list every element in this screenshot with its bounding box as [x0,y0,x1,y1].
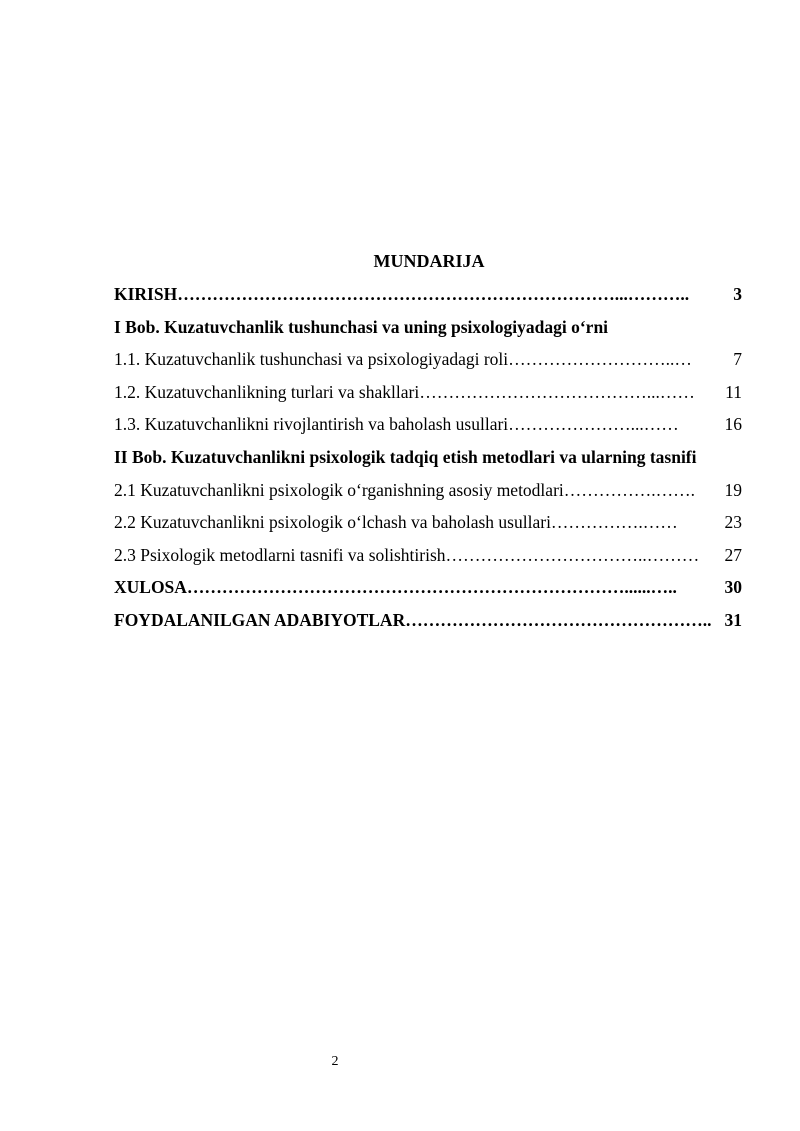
toc-entry-text: I Bob. Kuzatuvchanlik tushunchasi va uning psixologiyadagi o‘rni [114,316,609,337]
toc-entry [114,315,742,348]
toc-entry [114,608,742,641]
toc-entry-page: 31 [724,609,742,630]
toc-title: MUNDARIJA [373,251,485,271]
toc-entry-page: 30 [724,577,742,598]
toc-entry-page: 19 [724,479,742,500]
toc-entry [114,412,742,445]
table-of-contents [114,282,742,641]
toc-entry-page: 11 [725,381,742,402]
toc-entry-text: II Bob. Kuzatuvchanlikni psixologik tadqiq etish metodlari va ularning tasnifi [114,446,697,467]
toc-entry-text: 1.3. Kuzatuvchanlikni rivojlantirish va baholash usullari…………………...…… [114,414,679,435]
toc-entry-page: 3 [733,284,742,304]
toc-entry-text: FOYDALANILGAN ADABIYOTLAR…………………………………………….. [114,609,712,630]
toc-entry-text: 1.1. Kuzatuvchanlik tushunchasi va psixologiyadagi roli………………………..… [114,349,692,370]
toc-entry-text: 1.2. Kuzatuvchanlikning turlari va shakllari…………………………………...…… [114,381,695,402]
toc-entry [114,282,742,315]
toc-entry-page: 27 [724,544,742,565]
toc-entry-text: 2.3 Psixologik metodlarni tasnifi va solishtirish……………………………..……… [114,544,700,565]
toc-entry-text: 2.2 Kuzatuvchanlikni psixologik o‘lchash va baholash usullari…………….…… [114,512,678,533]
page-number: 2 [331,1054,339,1069]
toc-entry [114,575,742,608]
toc-entry-text: XULOSA…………………………………………………………………......….. [114,577,677,598]
toc-entry [114,347,742,380]
toc-entry-text: 2.1 Kuzatuvchanlikni psixologik o‘rganishning asosiy metodlari…………….……. [114,479,696,500]
toc-entry-page: 7 [733,349,742,370]
toc-entry-page: 16 [724,414,742,435]
toc-entry [114,445,742,478]
toc-entry [114,543,742,576]
toc-entry-page: 23 [724,512,742,533]
toc-entry [114,478,742,511]
toc-entry-text: KIRISH…………………………………………………………………...……….. [114,284,690,304]
toc-entry [114,380,742,413]
toc-entry [114,510,742,543]
